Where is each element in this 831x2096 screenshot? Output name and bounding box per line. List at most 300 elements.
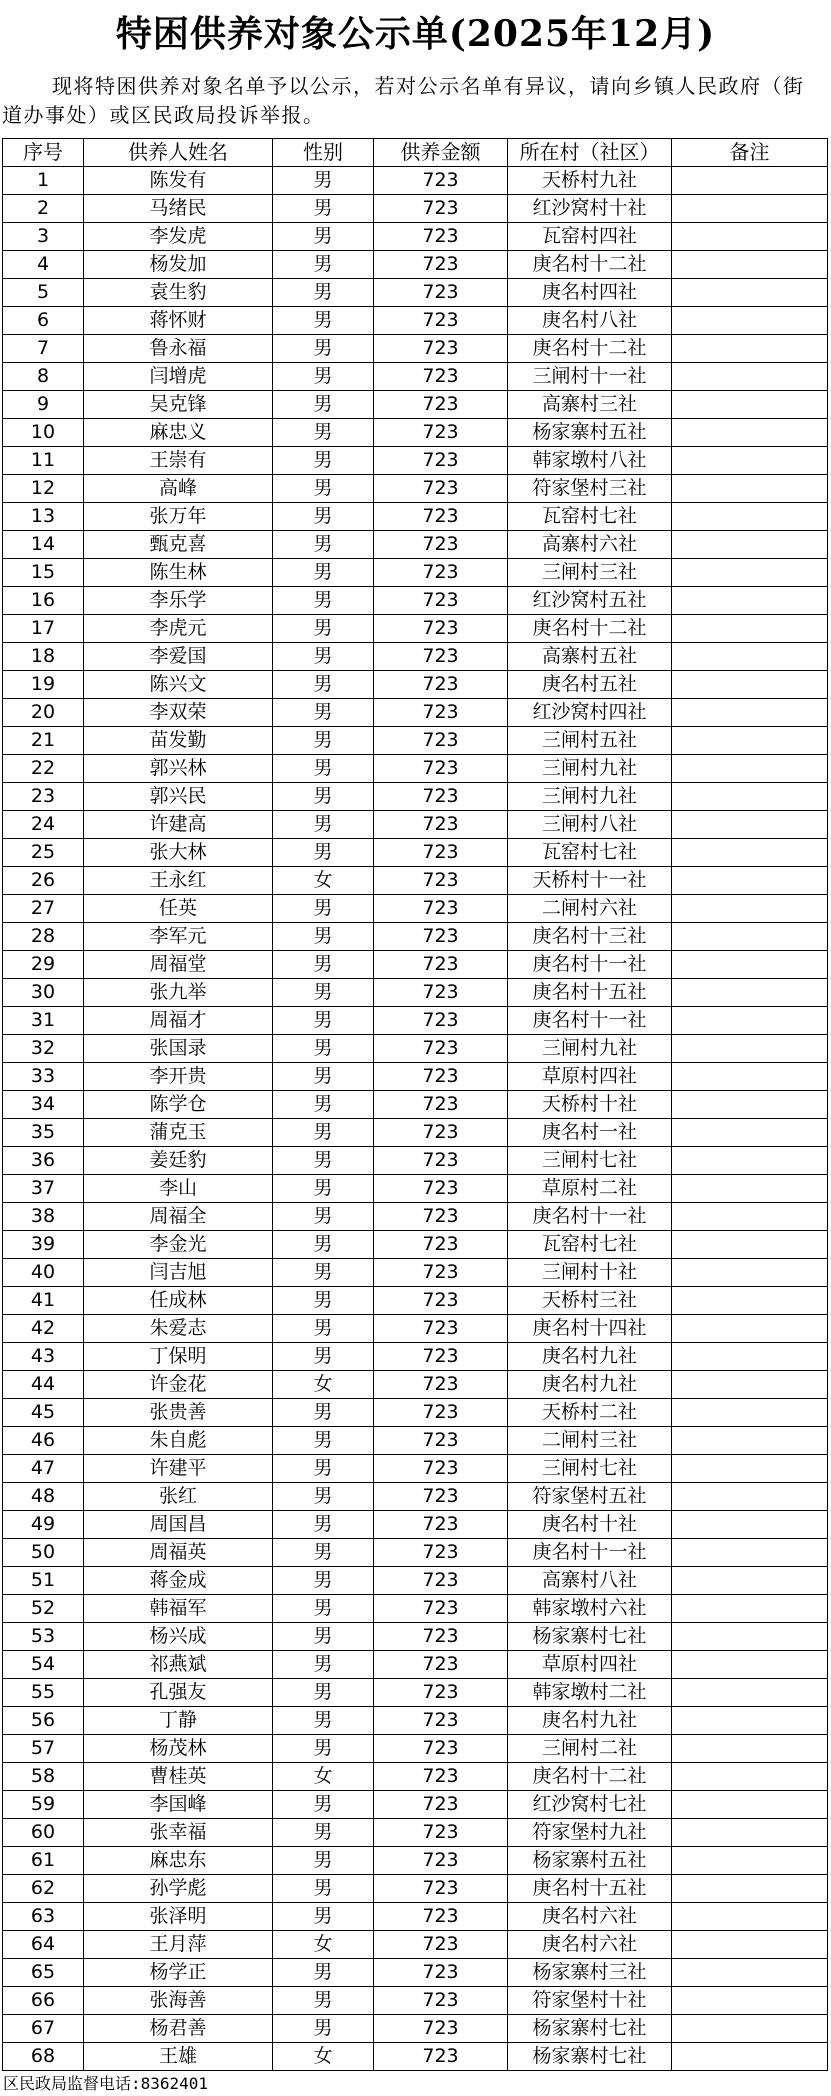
- cell-name: 李山: [84, 1175, 273, 1203]
- cell-amount: 723: [374, 391, 508, 419]
- table-row: [3, 1007, 828, 1035]
- cell-village: 天桥村三社: [508, 1287, 672, 1315]
- cell-remarks: [672, 1903, 828, 1931]
- cell-index: 8: [3, 363, 84, 391]
- cell-village: 草原村四社: [508, 1063, 672, 1091]
- cell-name: 郭兴民: [84, 783, 273, 811]
- cell-gender: 男: [273, 1651, 374, 1679]
- cell-name: 丁静: [84, 1707, 273, 1735]
- cell-name: 李开贵: [84, 1063, 273, 1091]
- cell-remarks: [672, 1091, 828, 1119]
- cell-village: 杨家寨村五社: [508, 419, 672, 447]
- cell-index: 39: [3, 1231, 84, 1259]
- cell-amount: 723: [374, 279, 508, 307]
- cell-name: 李军元: [84, 923, 273, 951]
- table-row: [3, 475, 828, 503]
- cell-name: 张大林: [84, 839, 273, 867]
- cell-gender: 男: [273, 755, 374, 783]
- cell-index: 59: [3, 1791, 84, 1819]
- cell-village: 庚名村十一社: [508, 1203, 672, 1231]
- table-row: [3, 643, 828, 671]
- cell-name: 周福英: [84, 1539, 273, 1567]
- cell-village: 符家堡村三社: [508, 475, 672, 503]
- cell-amount: 723: [374, 223, 508, 251]
- cell-gender: 男: [273, 1567, 374, 1595]
- cell-name: 李金光: [84, 1231, 273, 1259]
- cell-amount: 723: [374, 1035, 508, 1063]
- cell-index: 49: [3, 1511, 84, 1539]
- cell-amount: 723: [374, 1427, 508, 1455]
- cell-gender: 男: [273, 979, 374, 1007]
- cell-index: 15: [3, 559, 84, 587]
- cell-village: 庚名村十二社: [508, 251, 672, 279]
- cell-amount: 723: [374, 1847, 508, 1875]
- cell-index: 62: [3, 1875, 84, 1903]
- cell-remarks: [672, 1203, 828, 1231]
- cell-gender: 男: [273, 1679, 374, 1707]
- table-row: [3, 615, 828, 643]
- cell-remarks: [672, 503, 828, 531]
- cell-remarks: [672, 811, 828, 839]
- cell-amount: 723: [374, 1147, 508, 1175]
- cell-name: 朱爱志: [84, 1315, 273, 1343]
- cell-index: 46: [3, 1427, 84, 1455]
- cell-name: 周国昌: [84, 1511, 273, 1539]
- cell-remarks: [672, 1511, 828, 1539]
- cell-village: 三闸村九社: [508, 783, 672, 811]
- cell-index: 22: [3, 755, 84, 783]
- cell-index: 31: [3, 1007, 84, 1035]
- cell-gender: 男: [273, 1287, 374, 1315]
- cell-amount: 723: [374, 1651, 508, 1679]
- cell-name: 李国峰: [84, 1791, 273, 1819]
- cell-index: 7: [3, 335, 84, 363]
- cell-remarks: [672, 1287, 828, 1315]
- cell-name: 王月萍: [84, 1931, 273, 1959]
- cell-gender: 男: [273, 1735, 374, 1763]
- cell-name: 蒋怀财: [84, 307, 273, 335]
- cell-name: 李发虎: [84, 223, 273, 251]
- cell-remarks: [672, 1063, 828, 1091]
- table-row: [3, 587, 828, 615]
- cell-amount: 723: [374, 307, 508, 335]
- cell-village: 红沙窝村四社: [508, 699, 672, 727]
- cell-amount: 723: [374, 363, 508, 391]
- cell-gender: 男: [273, 1399, 374, 1427]
- cell-name: 杨学正: [84, 1959, 273, 1987]
- cell-remarks: [672, 1427, 828, 1455]
- table-row: [3, 1539, 828, 1567]
- table-row: [3, 279, 828, 307]
- cell-village: 杨家寨村七社: [508, 2043, 672, 2071]
- cell-village: 三闸村十社: [508, 1259, 672, 1287]
- cell-village: 庚名村六社: [508, 1931, 672, 1959]
- cell-remarks: [672, 2015, 828, 2043]
- cell-gender: 男: [273, 363, 374, 391]
- cell-index: 61: [3, 1847, 84, 1875]
- cell-gender: 男: [273, 335, 374, 363]
- table-header-row: [3, 139, 828, 167]
- cell-village: 草原村四社: [508, 1651, 672, 1679]
- cell-remarks: [672, 1399, 828, 1427]
- cell-name: 李乐学: [84, 587, 273, 615]
- table-row: [3, 391, 828, 419]
- cell-amount: 723: [374, 1735, 508, 1763]
- cell-village: 红沙窝村十社: [508, 195, 672, 223]
- cell-village: 韩家墩村二社: [508, 1679, 672, 1707]
- cell-amount: 723: [374, 503, 508, 531]
- table-row: [3, 307, 828, 335]
- cell-remarks: [672, 867, 828, 895]
- cell-village: 庚名村十二社: [508, 335, 672, 363]
- cell-index: 42: [3, 1315, 84, 1343]
- cell-name: 杨发加: [84, 251, 273, 279]
- cell-index: 67: [3, 2015, 84, 2043]
- cell-village: 二闸村六社: [508, 895, 672, 923]
- cell-amount: 723: [374, 1091, 508, 1119]
- cell-amount: 723: [374, 447, 508, 475]
- cell-index: 68: [3, 2043, 84, 2071]
- table-row: [3, 1427, 828, 1455]
- cell-amount: 723: [374, 475, 508, 503]
- cell-remarks: [672, 1539, 828, 1567]
- cell-name: 蒲克玉: [84, 1119, 273, 1147]
- table-row: [3, 783, 828, 811]
- cell-remarks: [672, 1931, 828, 1959]
- cell-gender: 男: [273, 391, 374, 419]
- cell-amount: 723: [374, 1763, 508, 1791]
- cell-remarks: [672, 279, 828, 307]
- cell-remarks: [672, 1595, 828, 1623]
- cell-name: 李虎元: [84, 615, 273, 643]
- table-row: [3, 727, 828, 755]
- cell-amount: 723: [374, 1315, 508, 1343]
- cell-gender: 男: [273, 279, 374, 307]
- cell-gender: 男: [273, 1847, 374, 1875]
- cell-index: 5: [3, 279, 84, 307]
- cell-gender: 男: [273, 1707, 374, 1735]
- cell-name: 曹桂英: [84, 1763, 273, 1791]
- cell-village: 三闸村五社: [508, 727, 672, 755]
- cell-amount: 723: [374, 867, 508, 895]
- cell-remarks: [672, 1791, 828, 1819]
- cell-index: 38: [3, 1203, 84, 1231]
- cell-amount: 723: [374, 643, 508, 671]
- cell-village: 三闸村七社: [508, 1455, 672, 1483]
- table-row: [3, 1455, 828, 1483]
- cell-index: 66: [3, 1987, 84, 2015]
- cell-gender: 女: [273, 2043, 374, 2071]
- cell-gender: 男: [273, 1875, 374, 1903]
- cell-remarks: [672, 195, 828, 223]
- cell-name: 陈生林: [84, 559, 273, 587]
- cell-remarks: [672, 1175, 828, 1203]
- supervision-phone: 区民政局监督电话:8362401: [3, 2074, 209, 2093]
- cell-village: 庚名村十二社: [508, 615, 672, 643]
- cell-name: 闫吉旭: [84, 1259, 273, 1287]
- cell-amount: 723: [374, 1819, 508, 1847]
- cell-village: 二闸村三社: [508, 1427, 672, 1455]
- cell-remarks: [672, 1455, 828, 1483]
- cell-remarks: [672, 1035, 828, 1063]
- cell-remarks: [672, 1679, 828, 1707]
- cell-name: 吴克锋: [84, 391, 273, 419]
- table-row: [3, 1707, 828, 1735]
- cell-remarks: [672, 671, 828, 699]
- cell-gender: 男: [273, 1819, 374, 1847]
- cell-gender: 男: [273, 1259, 374, 1287]
- table-body: [3, 167, 828, 2071]
- cell-name: 王雄: [84, 2043, 273, 2071]
- cell-gender: 男: [273, 531, 374, 559]
- cell-index: 33: [3, 1063, 84, 1091]
- cell-village: 天桥村十社: [508, 1091, 672, 1119]
- cell-index: 4: [3, 251, 84, 279]
- cell-remarks: [672, 951, 828, 979]
- cell-name: 杨君善: [84, 2015, 273, 2043]
- cell-index: 56: [3, 1707, 84, 1735]
- cell-gender: 男: [273, 811, 374, 839]
- cell-index: 35: [3, 1119, 84, 1147]
- cell-remarks: [672, 335, 828, 363]
- cell-gender: 男: [273, 1483, 374, 1511]
- cell-village: 高寨村八社: [508, 1567, 672, 1595]
- cell-index: 30: [3, 979, 84, 1007]
- table-row: [3, 531, 828, 559]
- cell-gender: 男: [273, 2015, 374, 2043]
- table-row: [3, 1847, 828, 1875]
- cell-index: 19: [3, 671, 84, 699]
- cell-amount: 723: [374, 1875, 508, 1903]
- cell-index: 37: [3, 1175, 84, 1203]
- cell-gender: 男: [273, 1959, 374, 1987]
- cell-index: 57: [3, 1735, 84, 1763]
- cell-index: 64: [3, 1931, 84, 1959]
- cell-village: 红沙窝村五社: [508, 587, 672, 615]
- cell-gender: 男: [273, 419, 374, 447]
- cell-gender: 男: [273, 671, 374, 699]
- cell-village: 瓦窑村四社: [508, 223, 672, 251]
- table-row: [3, 1371, 828, 1399]
- table-row: [3, 1651, 828, 1679]
- cell-name: 张泽明: [84, 1903, 273, 1931]
- table-row: [3, 1063, 828, 1091]
- table-row: [3, 1679, 828, 1707]
- cell-index: 28: [3, 923, 84, 951]
- cell-village: 庚名村十二社: [508, 1763, 672, 1791]
- cell-amount: 723: [374, 1259, 508, 1287]
- cell-village: 三闸村二社: [508, 1735, 672, 1763]
- cell-gender: 男: [273, 1091, 374, 1119]
- cell-amount: 723: [374, 1679, 508, 1707]
- cell-amount: 723: [374, 1987, 508, 2015]
- cell-name: 杨兴成: [84, 1623, 273, 1651]
- cell-remarks: [672, 839, 828, 867]
- cell-name: 姜廷豹: [84, 1147, 273, 1175]
- cell-gender: 男: [273, 307, 374, 335]
- table-row: [3, 559, 828, 587]
- table-row: [3, 895, 828, 923]
- cell-remarks: [672, 699, 828, 727]
- cell-index: 54: [3, 1651, 84, 1679]
- table-row: [3, 1567, 828, 1595]
- table-row: [3, 1035, 828, 1063]
- cell-amount: 723: [374, 1483, 508, 1511]
- cell-amount: 723: [374, 2043, 508, 2071]
- cell-remarks: [672, 1119, 828, 1147]
- cell-amount: 723: [374, 1399, 508, 1427]
- table-row: [3, 2015, 828, 2043]
- cell-index: 52: [3, 1595, 84, 1623]
- cell-index: 65: [3, 1959, 84, 1987]
- cell-gender: 男: [273, 251, 374, 279]
- cell-name: 李双荣: [84, 699, 273, 727]
- page-title: 特困供养对象公示单(2025年12月): [115, 12, 716, 55]
- cell-gender: 男: [273, 1175, 374, 1203]
- cell-village: 庚名村八社: [508, 307, 672, 335]
- cell-gender: 男: [273, 1035, 374, 1063]
- cell-remarks: [672, 307, 828, 335]
- cell-name: 祁燕斌: [84, 1651, 273, 1679]
- cell-name: 孔强友: [84, 1679, 273, 1707]
- cell-village: 三闸村七社: [508, 1147, 672, 1175]
- cell-amount: 723: [374, 1903, 508, 1931]
- cell-name: 张国录: [84, 1035, 273, 1063]
- cell-gender: 男: [273, 447, 374, 475]
- cell-amount: 723: [374, 419, 508, 447]
- table-row: [3, 1987, 828, 2015]
- cell-name: 麻忠义: [84, 419, 273, 447]
- cell-village: 庚名村十一社: [508, 1007, 672, 1035]
- cell-name: 郭兴林: [84, 755, 273, 783]
- cell-village: 杨家寨村七社: [508, 1623, 672, 1651]
- table-row: [3, 1315, 828, 1343]
- cell-name: 李爱国: [84, 643, 273, 671]
- table-row: [3, 419, 828, 447]
- table-row: [3, 195, 828, 223]
- cell-index: 25: [3, 839, 84, 867]
- cell-index: 41: [3, 1287, 84, 1315]
- cell-remarks: [672, 559, 828, 587]
- header-village: 所在村（社区）: [508, 139, 672, 167]
- cell-name: 周福才: [84, 1007, 273, 1035]
- cell-name: 周福堂: [84, 951, 273, 979]
- cell-name: 张贵善: [84, 1399, 273, 1427]
- cell-village: 庚名村十四社: [508, 1315, 672, 1343]
- cell-remarks: [672, 1735, 828, 1763]
- header-index: 序号: [3, 139, 84, 167]
- table-row: [3, 1259, 828, 1287]
- cell-name: 麻忠东: [84, 1847, 273, 1875]
- cell-gender: 女: [273, 1931, 374, 1959]
- cell-remarks: [672, 1483, 828, 1511]
- cell-village: 庚名村十五社: [508, 979, 672, 1007]
- cell-index: 14: [3, 531, 84, 559]
- cell-index: 6: [3, 307, 84, 335]
- cell-remarks: [672, 643, 828, 671]
- cell-village: 天桥村二社: [508, 1399, 672, 1427]
- cell-amount: 723: [374, 671, 508, 699]
- cell-name: 杨茂林: [84, 1735, 273, 1763]
- cell-name: 许金花: [84, 1371, 273, 1399]
- cell-name: 袁生豹: [84, 279, 273, 307]
- cell-amount: 723: [374, 335, 508, 363]
- cell-village: 三闸村三社: [508, 559, 672, 587]
- table-row: [3, 1231, 828, 1259]
- cell-amount: 723: [374, 783, 508, 811]
- cell-village: 庚名村十一社: [508, 951, 672, 979]
- cell-name: 张九举: [84, 979, 273, 1007]
- cell-remarks: [672, 1819, 828, 1847]
- cell-amount: 723: [374, 531, 508, 559]
- table-row: [3, 1175, 828, 1203]
- table-row: [3, 503, 828, 531]
- cell-amount: 723: [374, 1203, 508, 1231]
- table-row: [3, 951, 828, 979]
- cell-name: 许建平: [84, 1455, 273, 1483]
- cell-remarks: [672, 2043, 828, 2071]
- cell-remarks: [672, 1847, 828, 1875]
- cell-remarks: [672, 531, 828, 559]
- cell-village: 红沙窝村七社: [508, 1791, 672, 1819]
- cell-amount: 723: [374, 1595, 508, 1623]
- cell-village: 高寨村六社: [508, 531, 672, 559]
- cell-name: 闫增虎: [84, 363, 273, 391]
- cell-remarks: [672, 1623, 828, 1651]
- cell-gender: 男: [273, 727, 374, 755]
- recipient-table: [2, 138, 828, 2071]
- cell-gender: 男: [273, 1147, 374, 1175]
- cell-amount: 723: [374, 251, 508, 279]
- cell-amount: 723: [374, 1287, 508, 1315]
- table-row: [3, 1959, 828, 1987]
- table-row: [3, 335, 828, 363]
- cell-gender: 男: [273, 895, 374, 923]
- cell-remarks: [672, 783, 828, 811]
- cell-gender: 男: [273, 1231, 374, 1259]
- table-row: [3, 1511, 828, 1539]
- cell-index: 34: [3, 1091, 84, 1119]
- cell-name: 韩福军: [84, 1595, 273, 1623]
- cell-village: 瓦窑村七社: [508, 1231, 672, 1259]
- header-name: 供养人姓名: [84, 139, 273, 167]
- cell-amount: 723: [374, 2015, 508, 2043]
- cell-name: 陈发有: [84, 167, 273, 195]
- cell-village: 三闸村九社: [508, 755, 672, 783]
- notice-paragraph: 现将特困供养对象名单予以公示，若对公示名单有异议，请向乡镇人民政府（街道办事处）或区民政局投诉举报。: [2, 74, 805, 127]
- table-row: [3, 1595, 828, 1623]
- cell-index: 58: [3, 1763, 84, 1791]
- cell-village: 天桥村九社: [508, 167, 672, 195]
- cell-index: 55: [3, 1679, 84, 1707]
- cell-remarks: [672, 1007, 828, 1035]
- cell-index: 53: [3, 1623, 84, 1651]
- cell-amount: 723: [374, 1371, 508, 1399]
- cell-remarks: [672, 727, 828, 755]
- cell-amount: 723: [374, 1175, 508, 1203]
- cell-index: 23: [3, 783, 84, 811]
- cell-remarks: [672, 475, 828, 503]
- cell-name: 丁保明: [84, 1343, 273, 1371]
- cell-amount: 723: [374, 727, 508, 755]
- cell-name: 朱自彪: [84, 1427, 273, 1455]
- table-row: [3, 1735, 828, 1763]
- cell-name: 王崇有: [84, 447, 273, 475]
- cell-name: 甄克喜: [84, 531, 273, 559]
- cell-name: 陈兴文: [84, 671, 273, 699]
- cell-index: 12: [3, 475, 84, 503]
- cell-name: 张万年: [84, 503, 273, 531]
